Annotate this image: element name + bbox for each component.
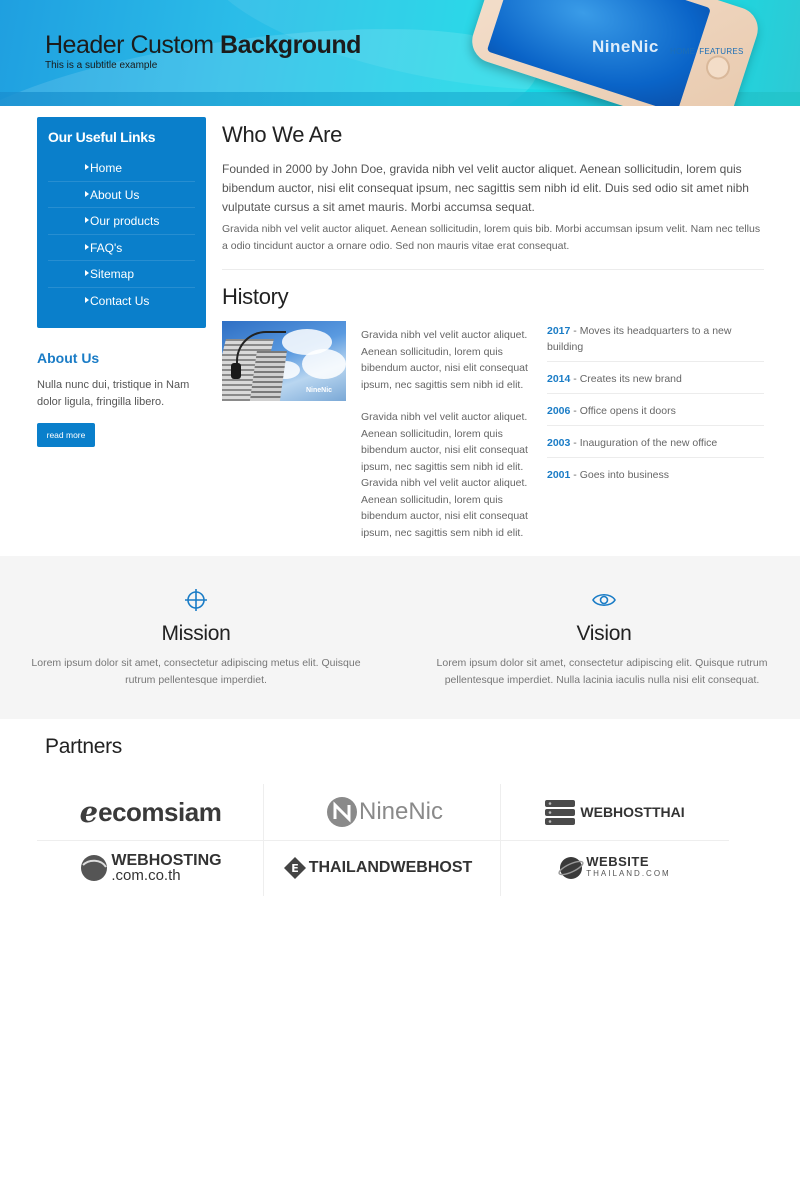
timeline-item: 2001 - Goes into business: [547, 469, 670, 481]
caret-right-icon: [85, 191, 89, 197]
partner-logo-website-thailand[interactable]: [501, 840, 728, 896]
timeline-item: 2014 - Creates its new brand: [547, 369, 764, 394]
caret-right-icon: [85, 297, 89, 303]
timeline-item: 2017 - Moves its headquarters to a new building: [547, 321, 764, 362]
sidebar-item-our-products[interactable]: Our products: [48, 208, 195, 235]
partner-logo-webhosting[interactable]: [37, 840, 264, 896]
page-title: [45, 31, 361, 60]
timeline-year: 2003: [547, 437, 571, 449]
read-more-button[interactable]: read more: [37, 423, 95, 447]
sidebar-item-home[interactable]: Home: [48, 155, 195, 182]
about-us-text: Nulla nunc dui, tristique in Nam dolor ligula, fringilla libero.: [37, 379, 190, 408]
mission-title: Mission: [161, 622, 231, 645]
history-text: [361, 327, 531, 557]
partner-logo-text: THAILANDWEBHOST: [308, 859, 473, 876]
crosshair-icon: [184, 588, 208, 612]
partner-logo-thailandwebhost[interactable]: [264, 840, 491, 896]
partner-logo-webhostthai[interactable]: [501, 784, 728, 840]
timeline-text: Inauguration of the new office: [579, 437, 718, 449]
nav-features[interactable]: FEATURES: [699, 47, 744, 56]
globe-icon: [558, 854, 584, 882]
partner-logo-ninenic[interactable]: [271, 784, 498, 840]
timeline-item: 2003 - Inauguration of the new office: [547, 433, 764, 458]
useful-links-panel: [37, 117, 206, 328]
eye-icon: [592, 588, 616, 612]
who-we-are-lead: Founded in 2000 by John Doe, gravida nibh vel velit auctor aliquet. Aenean sollicitudin, lorem quis bibendum auctor, nisi elit consequat ipsum, nec sagittis sem nibh id elit. Duis sed odio sit amet nibh vulputate cursus a sit amet mauris. Morbi accumsa sequat.: [222, 162, 749, 214]
partner-logo-subtext: THAILAND.COM: [586, 869, 671, 878]
page-subtitle: This is a subtitle example: [45, 60, 158, 71]
header-nav: [670, 47, 748, 56]
page-header: [0, 0, 800, 106]
diamond-logo-icon: [283, 856, 307, 880]
partner-logo-ecomsiam[interactable]: e ecomsiam: [79, 795, 222, 829]
mission-text: Lorem ipsum dolor sit amet, consectetur adipiscing metus elit. Quisque rutrum pellentesque imperdiet.: [31, 657, 361, 686]
partner-logo-text: WEBHOSTING: [111, 852, 222, 869]
partner-logo-text: NineNic: [358, 798, 444, 825]
who-we-are-title: Who We Are: [222, 122, 343, 147]
history-title: History: [222, 284, 289, 309]
svg-text:E: E: [290, 862, 299, 875]
sidebar-item-sitemap[interactable]: Sitemap: [48, 261, 195, 288]
timeline-year: 2014: [547, 373, 571, 385]
timeline-text: Creates its new brand: [579, 373, 682, 385]
brand-logo: NineNic: [592, 37, 659, 56]
sidebar-item-contact-us[interactable]: Contact Us: [48, 288, 195, 315]
server-icon: [544, 798, 578, 826]
timeline-text: Office opens it doors: [579, 405, 676, 417]
history-photo: [222, 321, 346, 401]
timeline-text: Moves its headquarters to a new building: [547, 325, 732, 353]
timeline-year: 2017: [547, 325, 571, 337]
caret-right-icon: [85, 244, 89, 250]
mission-vision-band: [0, 556, 800, 719]
caret-right-icon: [85, 164, 89, 170]
photo-watermark: NineNic: [306, 387, 333, 394]
timeline-year: 2006: [547, 405, 571, 417]
partners-grid: [37, 784, 729, 896]
partner-logo-text: ecomsiam: [98, 796, 222, 827]
ninenic-logo-icon: [326, 796, 358, 828]
timeline-year: 2001: [547, 469, 571, 481]
about-us-title: About Us: [37, 350, 100, 366]
globe-icon: [79, 853, 109, 883]
timeline-item: 2006 - Office opens it doors: [547, 401, 764, 426]
vision-text: Lorem ipsum dolor sit amet, consectetur adipiscing elit. Quisque rutrum pellentesque imperdiet. Nulla lacinia iaculis nulla nisi elit consequat.: [436, 657, 768, 686]
history-timeline: [547, 321, 764, 496]
section-divider: [222, 269, 764, 270]
partner-logo-text: WEBSITE: [586, 854, 649, 869]
history-paragraph: Gravida nibh vel velit auctor aliquet. Aenean sollicitudin, lorem quis bibendum auctor, nisi elit consequat ipsum, nec sagittis sem nibh id elit. Gravida nibh vel velit auctor aliquet. Aenean sollicitudin, lorem quis bibendum auctor, nisi elit consequat ipsum, nec sagittis sem nibh id elit.: [361, 411, 528, 539]
caret-right-icon: [85, 270, 89, 276]
sidebar-item-about-us[interactable]: About Us: [48, 182, 195, 209]
vision-title: Vision: [576, 622, 632, 645]
nav-home[interactable]: HOME: [670, 47, 696, 56]
useful-links-title: Our Useful Links: [48, 129, 156, 145]
timeline-text: Goes into business: [579, 469, 670, 481]
caret-right-icon: [85, 217, 89, 223]
sidebar-item-faqs[interactable]: FAQ's: [48, 235, 195, 262]
partner-logo-subtext: .com.co.th: [111, 867, 181, 884]
who-we-are-text: Gravida nibh vel velit auctor aliquet. Aenean sollicitudin, lorem quis bib. Morbi accumsan ipsum velit. Nam nec tellus a odio tincidunt auctor a ornare odio. Sed non mauris vitae erat consequat.: [222, 223, 761, 252]
partner-logo-text: WEBHOSTTHAI: [580, 804, 685, 820]
history-paragraph: Gravida nibh vel velit auctor aliquet. Aenean sollicitudin, lorem quis bibendum auctor, nisi elit consequat ipsum, nec sagittis sem nibh id elit.: [361, 329, 528, 391]
page-title-bold: Background: [220, 31, 361, 59]
partners-title: Partners: [45, 735, 122, 758]
page-title-regular: Header Custom: [45, 31, 221, 59]
